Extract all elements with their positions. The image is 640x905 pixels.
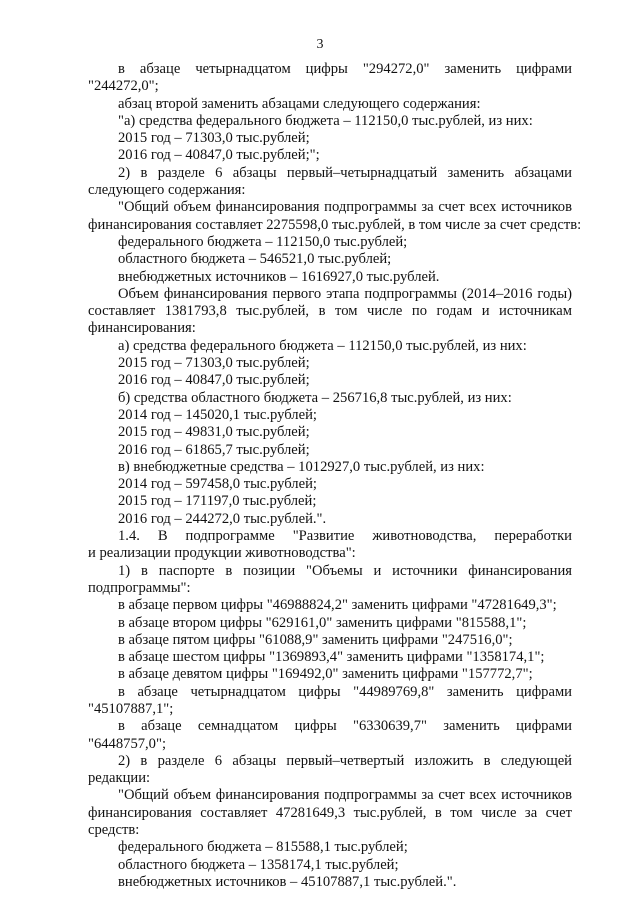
text-line: 2015 год – 49831,0 тыс.рублей; — [118, 424, 310, 441]
text-line: подпрограммы": — [88, 579, 191, 596]
text-line: в абзаце девятом цифры "169492,0" заменить цифрами "157772,7"; — [118, 666, 533, 683]
text-line: областного бюджета – 1358174,1 тыс.рублей; — [118, 856, 399, 873]
text-line: в абзаце пятом цифры "61088,9" заменить цифрами "247516,0"; — [118, 631, 513, 648]
text-line: в абзаце шестом цифры "1369893,4" заменить цифрами "1358174,1"; — [118, 649, 545, 666]
text-line: 2) в разделе 6 абзацы первый–четвертый изложить в следующей — [118, 752, 572, 769]
text-line: в абзаце четырнадцатом цифры "294272,0" заменить цифрами — [118, 61, 572, 77]
text-line: средств: — [88, 822, 140, 839]
text-line: а) средства федерального бюджета – 112150,0 тыс.рублей, из них: — [118, 337, 527, 354]
text-line: 2015 год – 171197,0 тыс.рублей; — [118, 493, 317, 510]
text-line: и реализации продукции животноводства": — [88, 545, 356, 562]
text-line: в абзаце первом цифры "46988824,2" заменить цифрами "47281649,3"; — [118, 597, 557, 614]
text-line: Объем финансирования первого этапа подпрограммы (2014–2016 годы) — [118, 285, 572, 302]
text-line: 2) в разделе 6 абзацы первый–четырнадцатый заменить абзацами — [118, 164, 572, 181]
text-line: финансирования составляет 47281649,3 тыс.рублей, в том числе за счет — [88, 804, 572, 821]
text-line: 1) в паспорте в позиции "Объемы и источники финансирования — [118, 562, 572, 579]
text-line: в абзаце семнадцатом цифры "6330639,7" заменить цифрами — [118, 718, 572, 735]
text-line: федерального бюджета – 112150,0 тыс.рублей; — [118, 233, 408, 250]
text-line: 1.4. В подпрограмме "Развитие животноводства, переработки — [118, 528, 572, 545]
text-line: 2015 год – 71303,0 тыс.рублей; — [118, 130, 310, 147]
text-line: 2015 год – 71303,0 тыс.рублей; — [118, 355, 310, 372]
text-line: областного бюджета – 546521,0 тыс.рублей; — [118, 251, 392, 268]
text-line: абзац второй заменить абзацами следующего содержания: — [118, 95, 481, 112]
text-line: в абзаце четырнадцатом цифры "44989769,8" заменить цифрами — [118, 683, 572, 700]
text-line: "244272,0"; — [88, 78, 159, 95]
text-line: финансирования составляет 2275598,0 тыс.рублей, в том числе за счет средств: — [88, 216, 582, 233]
text-line: "Общий объем финансирования подпрограммы за счет всех источников — [118, 787, 572, 804]
text-line: 2014 год – 145020,1 тыс.рублей; — [118, 406, 317, 423]
text-line: "а) средства федерального бюджета – 112150,0 тыс.рублей, из них: — [118, 112, 533, 129]
text-line: внебюджетных источников – 1616927,0 тыс.рублей. — [118, 268, 440, 285]
text-line: федерального бюджета – 815588,1 тыс.рублей; — [118, 839, 408, 856]
text-line: "45107887,1"; — [88, 700, 174, 717]
text-line: 2016 год – 40847,0 тыс.рублей; — [118, 372, 310, 389]
text-line: следующего содержания: — [88, 182, 246, 199]
text-line: "Общий объем финансирования подпрограммы за счет всех источников — [118, 199, 572, 216]
text-line: финансирования: — [88, 320, 196, 337]
text-line: в абзаце втором цифры "629161,0" заменить цифрами "815588,1"; — [118, 614, 527, 631]
text-line: в) внебюджетные средства – 1012927,0 тыс.рублей, из них: — [118, 458, 485, 475]
text-line: внебюджетных источников – 45107887,1 тыс.рублей.". — [118, 873, 457, 890]
page-number: 3 — [316, 37, 324, 52]
text-line: составляет 1381793,8 тыс.рублей, в том числе по годам и источникам — [88, 303, 572, 320]
text-line: редакции: — [88, 770, 151, 787]
text-line: 2016 год – 244272,0 тыс.рублей.". — [118, 510, 327, 527]
document-body — [88, 61, 582, 891]
text-line: 2014 год – 597458,0 тыс.рублей; — [118, 476, 317, 493]
text-line: б) средства областного бюджета – 256716,8 тыс.рублей, из них: — [118, 389, 512, 406]
text-line: 2016 год – 61865,7 тыс.рублей; — [118, 441, 310, 458]
text-line: 2016 год – 40847,0 тыс.рублей;"; — [118, 147, 320, 164]
text-line: "6448757,0"; — [88, 735, 166, 752]
